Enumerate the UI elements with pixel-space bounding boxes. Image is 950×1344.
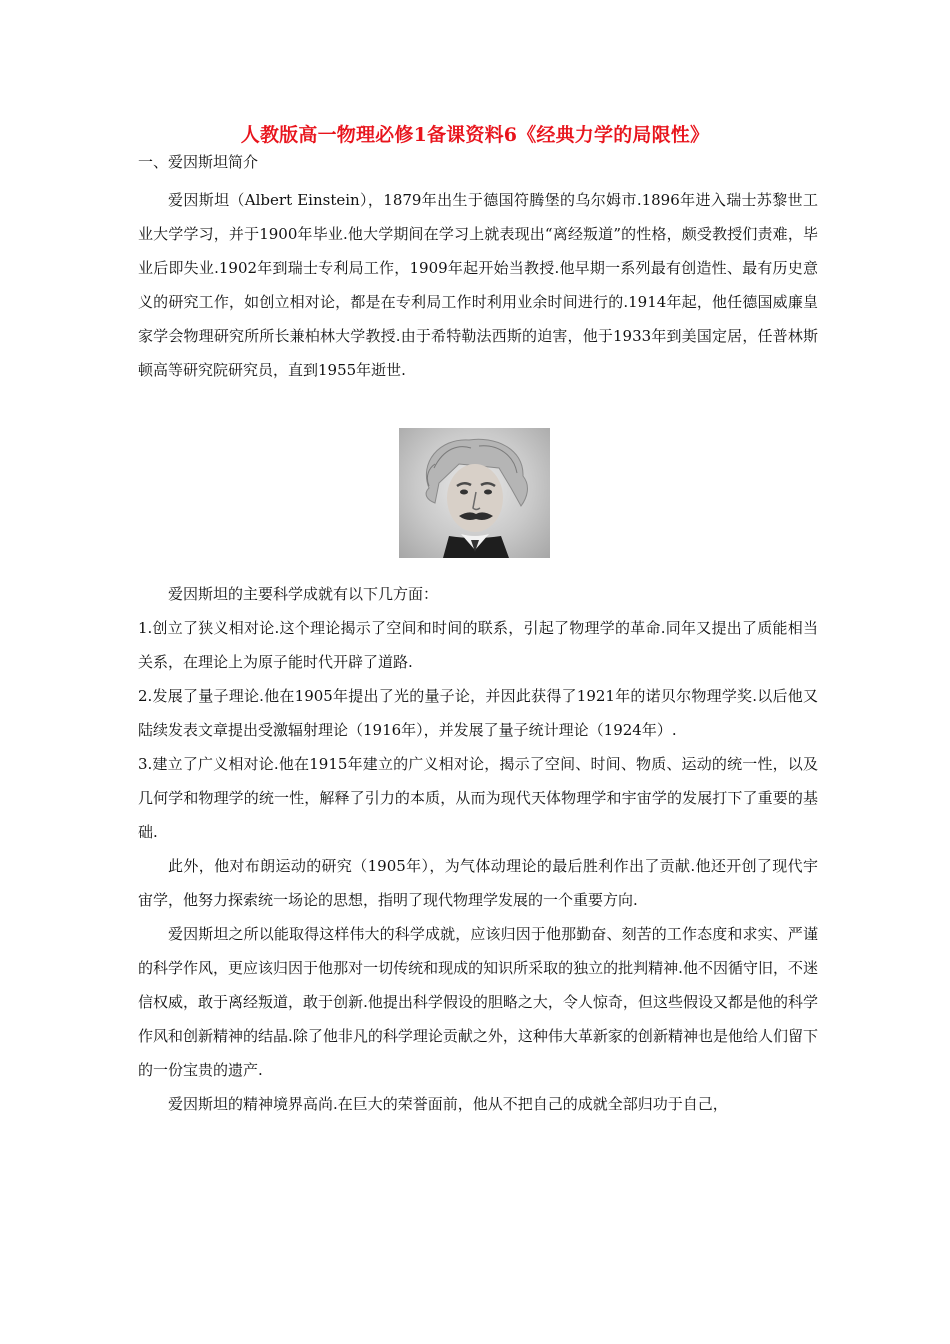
section-heading: 一、爱因斯坦简介 — [138, 153, 259, 171]
brownian-paragraph: 此外，他对布朗运动的研究（1905年），为气体动理论的最后胜利作出了贡献.他还开创了现代宇宙学，他努力探索统一场论的思想，指明了现代物理学发展的一个重要方向. — [138, 857, 818, 909]
intro-paragraph: 爱因斯坦（Albert Einstein），1879年出生于德国符腾堡的乌尔姆市.1896年进入瑞士苏黎世工业大学学习，并于1900年毕业.他大学期间在学习上就表现出“离经叛道”的性格，颇受教授们责难，毕业后即失业.1902年到瑞士专利局工作，1909年起开始当教授.他早期一系列最有创造性、最有历史意义的研究工作，如创立相对论，都是在专利局工作时利用业余时间进行的.1914年起，他任德国威廉皇家学会物理研究所所长兼柏林大学教授.由于希特勒法西斯的迫害，他于1933年到美国定居，任普林斯顿高等研究院研究员，直到1955年逝世. — [138, 191, 818, 379]
achievement-item: 3.建立了广义相对论.他在1915年建立的广义相对论，揭示了空间、时间、物质、运动的统一性，以及几何学和物理学的统一性，解释了引力的本质，从而为现代天体物理学和宇宙学的发展打下了重要的基础. — [138, 755, 818, 841]
achievements-block — [138, 577, 818, 1121]
achievement-item: 1.创立了狭义相对论.这个理论揭示了空间和时间的联系，引起了物理学的革命.同年又提出了质能相当关系，在理论上为原子能时代开辟了道路. — [138, 619, 818, 671]
intro-block — [138, 183, 818, 387]
attitude-paragraph: 爱因斯坦之所以能取得这样伟大的科学成就，应该归因于他那勤奋、刻苦的工作态度和求实、严谨的科学作风，更应该归因于他那对一切传统和现成的知识所采取的独立的批判精神.他不因循守旧，不迷信权威，敢于离经叛道，敢于创新.他提出科学假设的胆略之大，令人惊奇，但这些假设又都是他的科学作风和创新精神的结晶.除了他非凡的科学理论贡献之外，这种伟大革新家的创新精神也是他给人们留下的一份宝贵的遗产. — [138, 925, 818, 1079]
document-title: 人教版高一物理必修1备课资料6《经典力学的局限性》 — [240, 124, 710, 146]
achievements-intro: 爱因斯坦的主要科学成就有以下几方面： — [168, 585, 439, 603]
portrait-illustration — [399, 428, 550, 558]
achievement-item: 2.发展了量子理论.他在1905年提出了光的量子论，并因此获得了1921年的诺贝尔物理学奖.以后他又陆续发表文章提出受激辐射理论（1916年），并发展了量子统计理论（1924年）. — [138, 687, 818, 739]
einstein-portrait-image — [399, 428, 550, 558]
spirit-paragraph: 爱因斯坦的精神境界高尚.在巨大的荣誉面前，他从不把自己的成就全部归功于自己， — [168, 1095, 728, 1113]
